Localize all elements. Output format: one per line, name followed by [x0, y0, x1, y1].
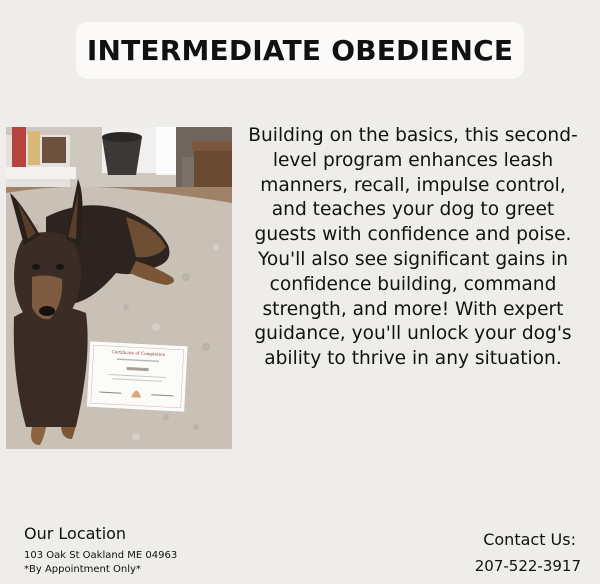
description-paragraph-2: You'll also see significant gains in confidence building, command strength, and more! With expert guidance, you'll unlock your dog's ability to thrive in any situation.	[254, 248, 572, 370]
appointment-note: *By Appointment Only*	[24, 564, 141, 575]
contact-phone[interactable]: 207-522-3917	[474, 557, 581, 575]
page-title: INTERMEDIATE OBEDIENCE	[86, 34, 514, 67]
certificate-heading: Certificate of Completion	[111, 349, 166, 357]
title-banner	[76, 22, 524, 79]
location-address: 103 Oak St Oakland ME 04963	[24, 550, 178, 561]
location-heading: Our Location	[24, 524, 127, 543]
contact-heading: Contact Us:	[483, 530, 576, 549]
program-description	[240, 124, 586, 372]
dog-photo	[6, 127, 232, 449]
description-paragraph-1: Building on the basics, this second-level program enhances leash manners, recall, impulse control, and teaches your dog to greet guests with confidence and poise.	[248, 125, 578, 246]
